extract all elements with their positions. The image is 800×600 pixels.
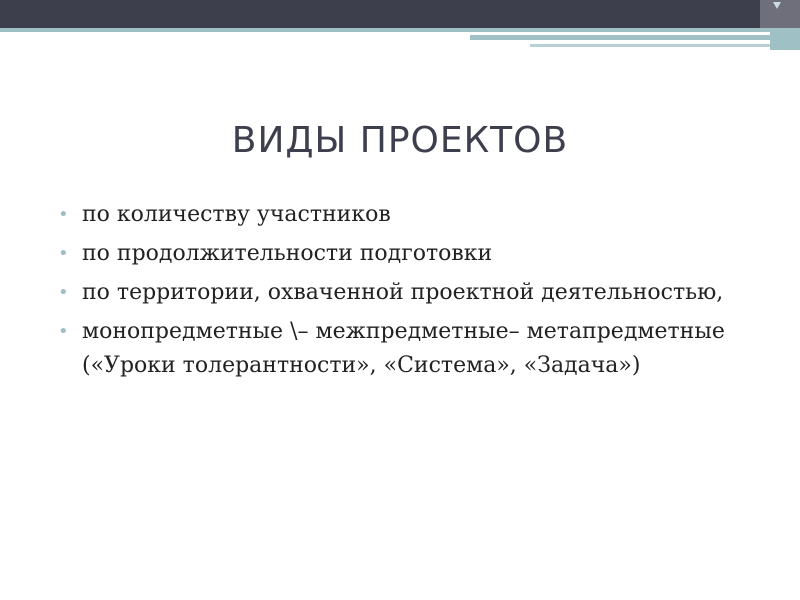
- list-item-text: монопредметные \– межпредметные– метапредметные («Уроки толерантности», «Система», «Задача»): [82, 319, 725, 378]
- top-band: [0, 0, 800, 28]
- list-item: [58, 276, 758, 310]
- bullet-list: [58, 198, 758, 388]
- triangle-marker-icon: [773, 2, 781, 9]
- list-item-text: по продолжительности подготовки: [82, 241, 493, 266]
- list-item-text: по территории, охваченной проектной деятельностью,: [82, 280, 724, 305]
- list-item: [58, 198, 758, 232]
- bullet-icon: •: [58, 243, 69, 264]
- bullet-icon: •: [58, 321, 69, 342]
- list-item-text: по количеству участников: [82, 202, 391, 227]
- accent-line: [470, 35, 800, 40]
- list-item: [58, 315, 758, 383]
- accent-line: [0, 28, 800, 32]
- bullet-icon: •: [58, 204, 69, 225]
- accent-block: [770, 32, 800, 50]
- slide-title: ВИДЫ ПРОЕКТОВ: [231, 120, 569, 161]
- bullet-icon: •: [58, 282, 69, 303]
- accent-line: [530, 44, 800, 47]
- list-item: [58, 237, 758, 271]
